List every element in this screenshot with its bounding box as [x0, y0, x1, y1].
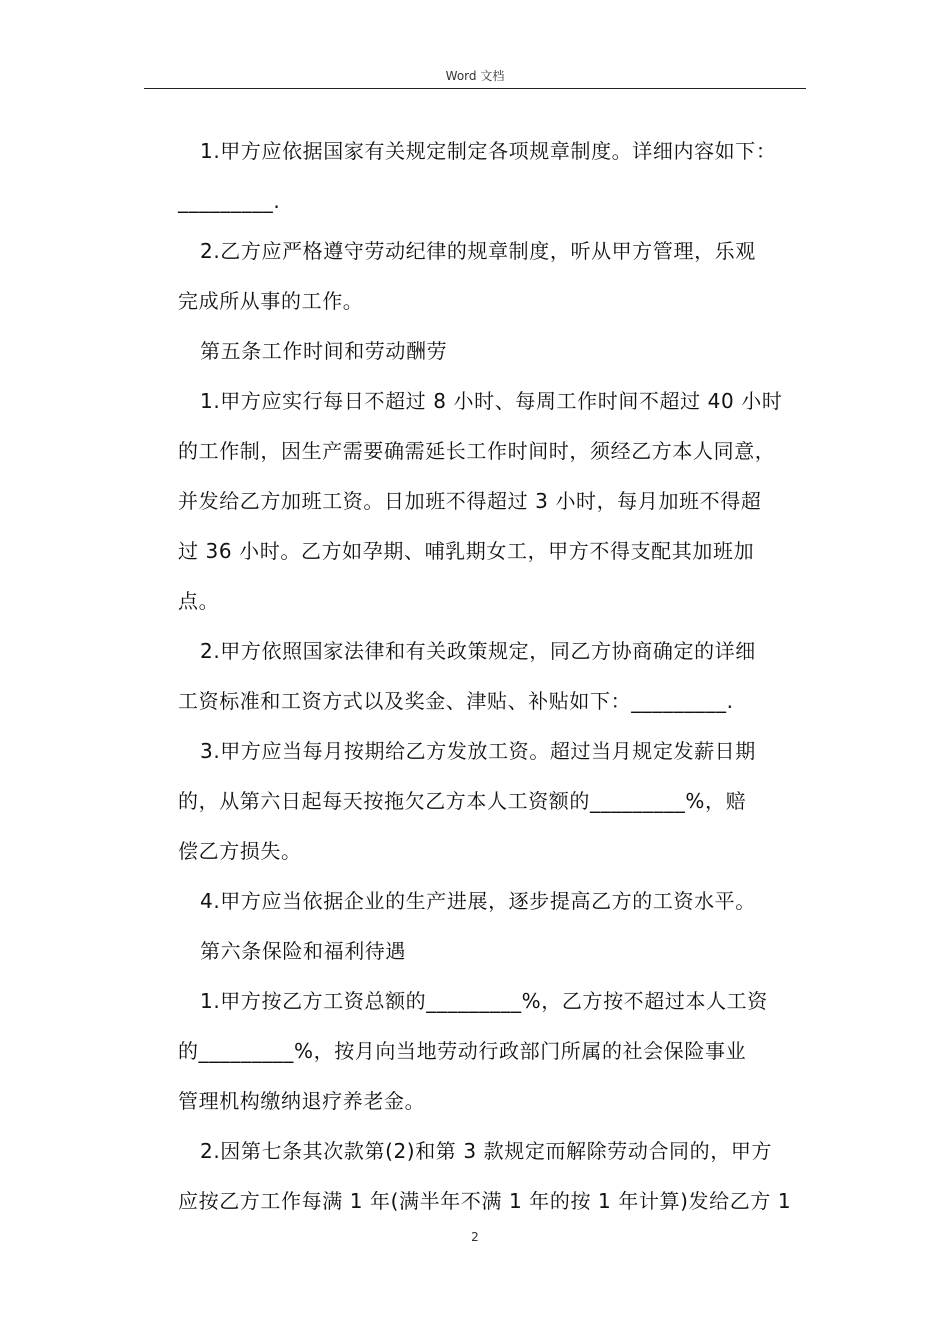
section-heading: 第六条保险和福利待遇 — [200, 939, 406, 963]
paragraph-line: 1.甲方应依据国家有关规定制定各项规章制度。详细内容如下： — [200, 139, 777, 163]
paragraph-line: 点。 — [178, 589, 220, 613]
section-heading: 第五条工作时间和劳动酬劳 — [200, 339, 448, 363]
page-footer — [0, 1230, 950, 1244]
paragraph-line: _________. — [178, 189, 281, 213]
paragraph-line: 的_________%，按月向当地劳动行政部门所属的社会保险事业 — [178, 1039, 747, 1063]
paragraph-line: 2.因第七条其次款第(2)和第 3 款规定而解除劳动合同的，甲方 — [200, 1139, 773, 1163]
paragraph-line: 4.甲方应当依据企业的生产进展，逐步提高乙方的工资水平。 — [200, 889, 756, 913]
page-number: 2 — [471, 1230, 479, 1244]
paragraph-line: 的工作制，因生产需要确需延长工作时间时，须经乙方本人同意， — [178, 439, 776, 463]
paragraph-line: 2.甲方依照国家法律和有关政策规定，同乙方协商确定的详细 — [200, 639, 756, 663]
paragraph-line: 2.乙方应严格遵守劳动纪律的规章制度，听从甲方管理，乐观 — [200, 239, 756, 263]
paragraph-line: 3.甲方应当每月按期给乙方发放工资。超过当月规定发薪日期 — [200, 739, 756, 763]
paragraph-line: 应按乙方工作每满 1 年(满半年不满 1 年的按 1 年计算)发给乙方 1 — [178, 1189, 792, 1213]
paragraph-line: 1.甲方按乙方工资总额的_________%，乙方按不超过本人工资 — [200, 989, 768, 1013]
paragraph-line: 1.甲方应实行每日不超过 8 小时、每周工作时间不超过 40 小时 — [200, 389, 783, 413]
paragraph-line: 并发给乙方加班工资。日加班不得超过 3 小时，每月加班不得超 — [178, 489, 762, 513]
header-title: Word 文档 — [445, 69, 505, 83]
paragraph-line: 完成所从事的工作。 — [178, 289, 364, 313]
paragraph-line: 偿乙方损失。 — [178, 839, 302, 863]
paragraph-line: 的，从第六日起每天按拖欠乙方本人工资额的_________%，赔 — [178, 789, 747, 813]
page-header — [144, 66, 806, 89]
paragraph-line: 工资标准和工资方式以及奖金、津贴、补贴如下：_________. — [178, 689, 734, 713]
paragraph-line: 过 36 小时。乙方如孕期、哺乳期女工，甲方不得支配其加班加 — [178, 539, 755, 563]
paragraph-line: 管理机构缴纳退疗养老金。 — [178, 1089, 426, 1113]
